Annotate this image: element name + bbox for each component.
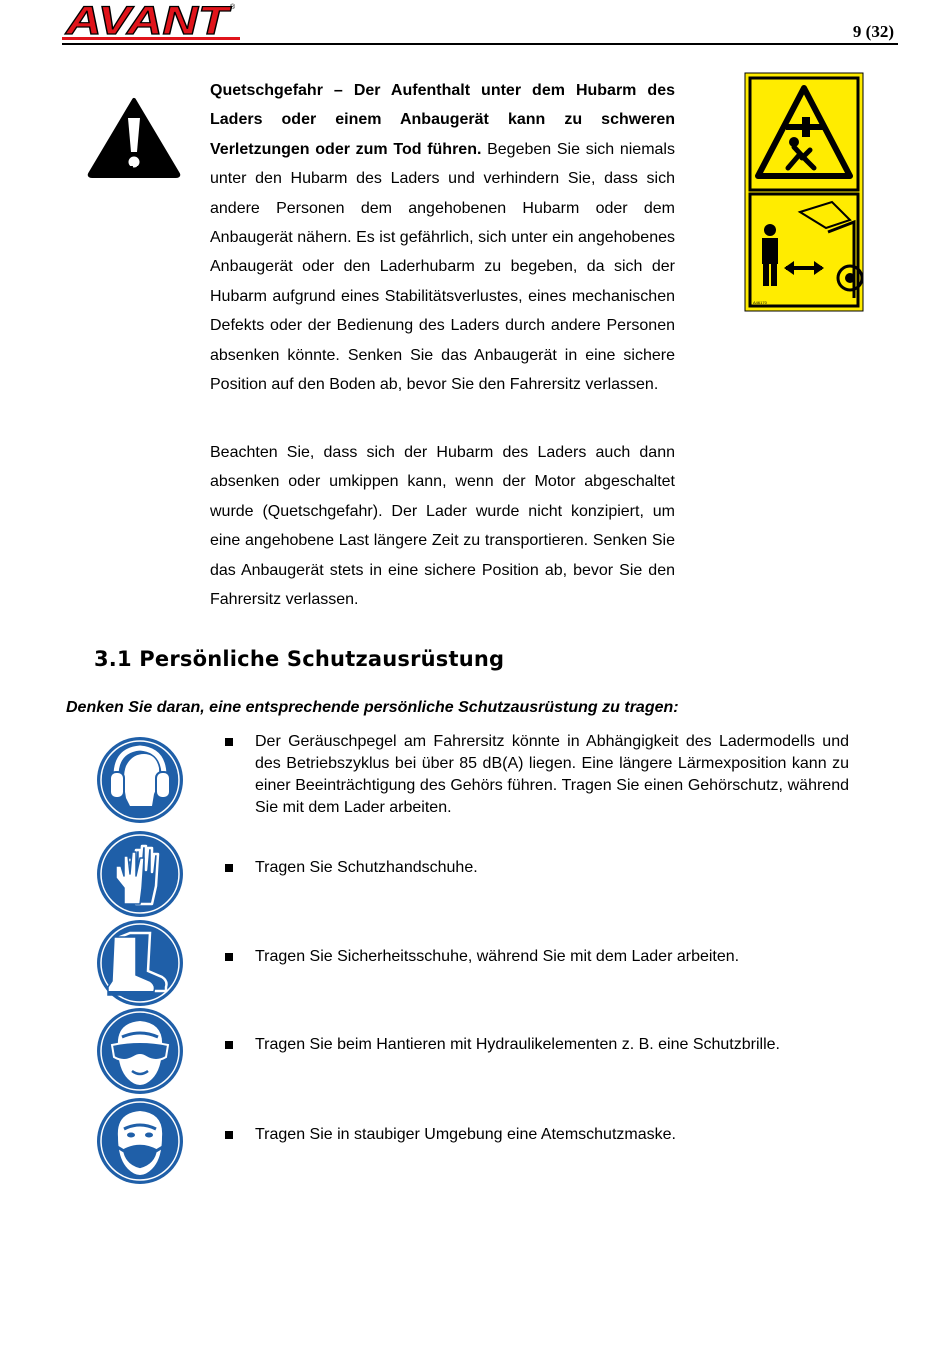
section-title: 3.1 Persönliche Schutzausrüstung [94, 647, 505, 671]
boom-lowering-paragraph: Beachten Sie, dass sich der Hubarm des Laders auch dann absenken oder umkippen kann, wenn der Motor abgeschaltet wurde (Quetschgefahr). Der Lader wurde nicht konzipiert, um eine angehobene Last längere Zeit zu transportieren. Senken Sie das Anbaugerät stets in eine sichere Position ab, bevor Sie den Fahrersitz verlassen. [210, 444, 675, 609]
safety-goggles-icon [96, 1007, 184, 1095]
page-header [62, 0, 898, 46]
crush-hazard-paragraph [210, 76, 675, 399]
gloves-text: Tragen Sie Schutzhandschuhe. [255, 859, 478, 876]
svg-text:®: ® [230, 4, 236, 11]
ear-protection-text: Der Geräuschpegel am Fahrersitz könnte in Abhängigkeit des Ladermodells und des Betriebszyklus bei über 85 dB(A) liegen. Eine längere Lärmexposition kann zu einer Beeinträchtigung des Gehörs führen. Tragen Sie einen Gehörschutz, während Sie mit dem Lader arbeiten. [255, 733, 849, 816]
svg-text:A46170: A46170 [753, 300, 767, 305]
header-divider [62, 43, 898, 45]
gloves-icon [96, 830, 184, 918]
crush-hazard-bold-text: Quetschgefahr – Der Aufenthalt unter dem Hubarm des Laders oder einem Anbaugerät kann zu schweren Verletzungen oder zum Tod führen. [210, 82, 675, 158]
svg-text:AVANT: AVANT [64, 0, 233, 40]
bullet-icon [225, 1131, 233, 1139]
bullet-icon [225, 1041, 233, 1049]
safety-boots-icon [96, 919, 184, 1007]
bullet-icon [225, 864, 233, 872]
page-number: 9 (32) [852, 22, 894, 41]
avant-logo [62, 0, 240, 40]
dust-mask-text: Tragen Sie in staubiger Umgebung eine Atemschutzmaske. [255, 1126, 676, 1143]
bullet-icon [225, 953, 233, 961]
section-intro: Denken Sie daran, eine entsprechende persönliche Schutzausrüstung zu tragen: [66, 699, 679, 716]
danger-label: GEFAHR [100, 164, 168, 181]
dust-mask-icon [96, 1097, 184, 1185]
safety-goggles-text: Tragen Sie beim Hantieren mit Hydraulikelementen z. B. eine Schutzbrille. [255, 1036, 780, 1053]
ear-protection-icon [96, 736, 184, 824]
safety-boots-text: Tragen Sie Sicherheitsschuhe, während Sie mit dem Lader arbeiten. [255, 948, 740, 965]
bullet-icon [225, 738, 233, 746]
crush-hazard-body-text: Begeben Sie sich niemals unter den Hubarm des Laders und verhindern Sie, dass sich andere Personen dem angehobenen Hubarm oder dem Anbaugerät nähern. Es ist gefährlich, sich unter ein angehobenes Anbaugerät oder den Laderhubarm zu begeben, da sich der Hubarm aufgrund eines Stabilitätsverlustes, eines mechanischen Defekts oder der Bedienung des Laders durch andere Personen absenken könnte. Senken Sie das Anbaugerät in eine sichere Position auf den Boden ab, bevor Sie den Fahrersitz verlassen. [210, 140, 675, 394]
crush-hazard-decal-icon [744, 72, 864, 312]
